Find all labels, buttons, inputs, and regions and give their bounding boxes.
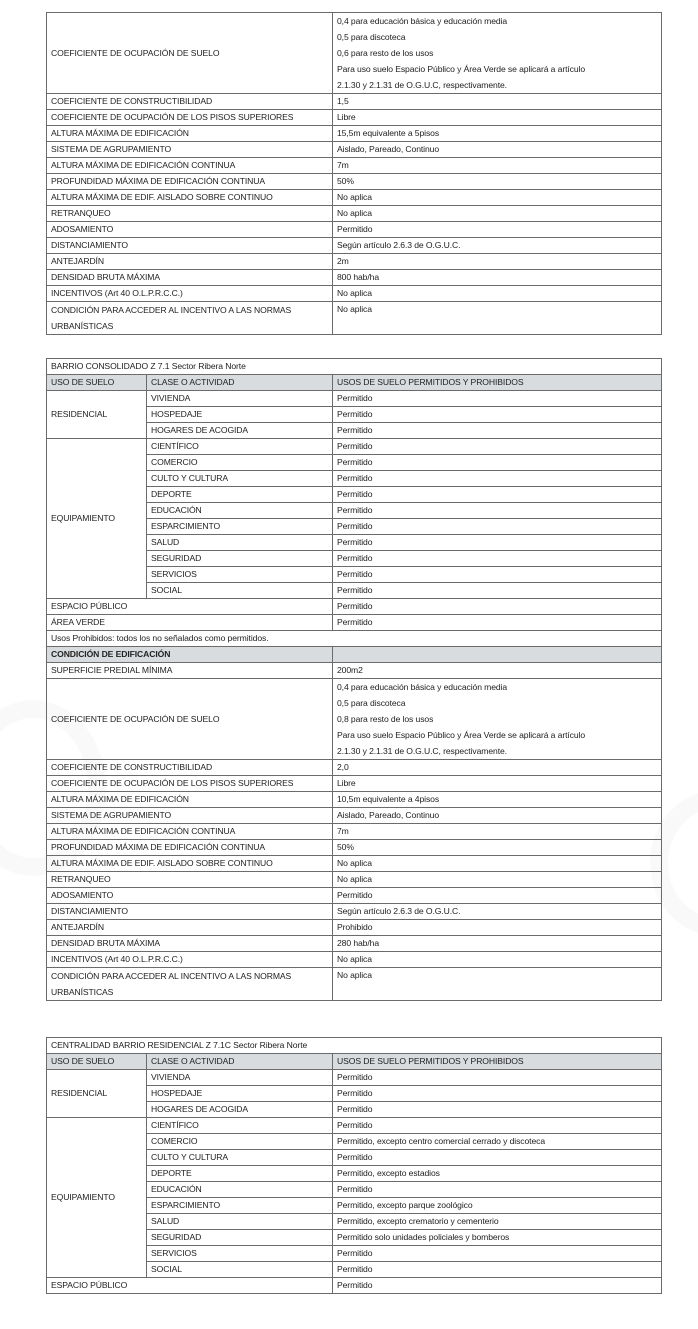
condition-value: 280 hab/ha	[333, 936, 662, 952]
section-header-condicion: CONDICIÓN DE EDIFICACIÓN	[47, 647, 333, 663]
table-row	[47, 206, 662, 222]
condition-value: No aplica	[333, 190, 662, 206]
table-conditions-continuation	[46, 12, 662, 335]
clase-cell: COMERCIO	[147, 1134, 333, 1150]
condition-value: 2m	[333, 254, 662, 270]
uso-espacio-publico: ESPACIO PÚBLICO	[47, 1278, 333, 1294]
uso-cell: Permitido, excepto parque zoológico	[333, 1198, 662, 1214]
condition-value: No aplica	[333, 968, 662, 1001]
condition-label: DISTANCIAMIENTO	[47, 904, 333, 920]
clase-cell: ESPARCIMIENTO	[147, 519, 333, 535]
clase-cell: SALUD	[147, 535, 333, 551]
column-header-clase: CLASE O ACTIVIDAD	[147, 375, 333, 391]
table-title-row	[47, 1038, 662, 1054]
condition-label: DISTANCIAMIENTO	[47, 238, 333, 254]
uso-cell: Permitido	[333, 1182, 662, 1198]
table-row	[47, 13, 662, 94]
table-row	[47, 888, 662, 904]
uso-cell: Permitido	[333, 423, 662, 439]
clase-cell: HOGARES DE ACOGIDA	[147, 1102, 333, 1118]
clase-cell: HOGARES DE ACOGIDA	[147, 423, 333, 439]
uso-cell: Permitido	[333, 1102, 662, 1118]
condition-label: DENSIDAD BRUTA MÁXIMA	[47, 270, 333, 286]
condition-label: RETRANQUEO	[47, 872, 333, 888]
uso-cell: Permitido	[333, 1278, 662, 1294]
clase-cell: HOSPEDAJE	[147, 407, 333, 423]
table-row	[47, 190, 662, 206]
clase-cell: SEGURIDAD	[147, 1230, 333, 1246]
condition-label: INCENTIVOS (Art 40 O.L.P.R.C.C.)	[47, 952, 333, 968]
clase-cell: SERVICIOS	[147, 1246, 333, 1262]
table-row	[47, 760, 662, 776]
clase-cell: SOCIAL	[147, 583, 333, 599]
clase-cell: VIVIENDA	[147, 1070, 333, 1086]
clase-cell: SEGURIDAD	[147, 551, 333, 567]
table-title: BARRIO CONSOLIDADO Z 7.1 Sector Ribera Norte	[47, 359, 662, 375]
condition-label: CONDICIÓN PARA ACCEDER AL INCENTIVO A LAS NORMAS URBANÍSTICAS	[47, 302, 333, 335]
condition-label: COEFICIENTE DE OCUPACIÓN DE LOS PISOS SUPERIORES	[47, 110, 333, 126]
uso-cell: Permitido, excepto crematorio y cementerio	[333, 1214, 662, 1230]
condition-value: Aislado, Pareado, Continuo	[333, 808, 662, 824]
uso-cell: Permitido	[333, 407, 662, 423]
condition-label: ALTURA MÁXIMA DE EDIFICACIÓN CONTINUA	[47, 158, 333, 174]
condition-label: PROFUNDIDAD MÁXIMA DE EDIFICACIÓN CONTINUA	[47, 174, 333, 190]
uso-cell: Permitido	[333, 519, 662, 535]
condition-value: 0,4 para educación básica y educación media 0,5 para discoteca 0,8 para resto de los usos Para uso suelo Espacio Público y Área Verde se aplicará a artículo 2.1.30 y 2.1.31 de O.G.U.C, respectivamente.	[333, 679, 662, 760]
table-row	[47, 936, 662, 952]
clase-cell: CULTO Y CULTURA	[147, 1150, 333, 1166]
condition-value: Prohibido	[333, 920, 662, 936]
clase-cell: ESPARCIMIENTO	[147, 1198, 333, 1214]
table-row	[47, 238, 662, 254]
table-row	[47, 158, 662, 174]
uso-cell: Permitido	[333, 615, 662, 631]
table-row	[47, 222, 662, 238]
table-header-row	[47, 1054, 662, 1070]
section-header-row	[47, 647, 662, 663]
section-header-blank	[333, 647, 662, 663]
uso-cell: Permitido, excepto centro comercial cerrado y discoteca	[333, 1134, 662, 1150]
clase-cell: EDUCACIÓN	[147, 503, 333, 519]
uso-group-equipamiento: EQUIPAMIENTO	[47, 1118, 147, 1278]
table-row	[47, 270, 662, 286]
column-header-uso: USO DE SUELO	[47, 1054, 147, 1070]
table-row	[47, 920, 662, 936]
uso-cell: Permitido	[333, 599, 662, 615]
condition-label: SISTEMA DE AGRUPAMIENTO	[47, 142, 333, 158]
table-row	[47, 792, 662, 808]
uso-group-equipamiento: EQUIPAMIENTO	[47, 439, 147, 599]
table-row	[47, 808, 662, 824]
table-row	[47, 615, 662, 631]
uso-cell: Permitido	[333, 535, 662, 551]
table-row	[47, 872, 662, 888]
table-row	[47, 904, 662, 920]
table-row	[47, 302, 662, 335]
uso-cell: Permitido	[333, 1086, 662, 1102]
condition-value: No aplica	[333, 302, 662, 335]
table-row	[47, 679, 662, 760]
clase-cell: CULTO Y CULTURA	[147, 471, 333, 487]
prohibidos-note: Usos Prohibidos: todos los no señalados como permitidos.	[47, 631, 662, 647]
table-row	[47, 856, 662, 872]
condition-label: COEFICIENTE DE OCUPACIÓN DE LOS PISOS SUPERIORES	[47, 776, 333, 792]
uso-cell: Permitido	[333, 1262, 662, 1278]
table-row	[47, 94, 662, 110]
table-row	[47, 142, 662, 158]
table-row	[47, 391, 662, 407]
table-row	[47, 286, 662, 302]
condition-label: ALTURA MÁXIMA DE EDIF. AISLADO SOBRE CONTINUO	[47, 856, 333, 872]
table-centralidad-barrio-residencial	[46, 1037, 662, 1294]
table-row	[47, 631, 662, 647]
condition-label: COEFICIENTE DE OCUPACIÓN DE SUELO	[47, 679, 333, 760]
condition-value: 7m	[333, 824, 662, 840]
condition-label: ANTEJARDÍN	[47, 920, 333, 936]
uso-cell: Permitido	[333, 551, 662, 567]
condition-value: 0,4 para educación básica y educación media 0,5 para discoteca 0,6 para resto de los usos Para uso suelo Espacio Público y Área Verde se aplicará a artículo 2.1.30 y 2.1.31 de O.G.U.C, respectivamente.	[333, 13, 662, 94]
condition-label: RETRANQUEO	[47, 206, 333, 222]
uso-cell: Permitido	[333, 487, 662, 503]
condition-value: Permitido	[333, 222, 662, 238]
condition-label: DENSIDAD BRUTA MÁXIMA	[47, 936, 333, 952]
condition-label: COEFICIENTE DE CONSTRUCTIBILIDAD	[47, 94, 333, 110]
table-row	[47, 968, 662, 1001]
uso-cell: Permitido	[333, 1150, 662, 1166]
condition-value: 1,5	[333, 94, 662, 110]
table-row	[47, 439, 662, 455]
condition-value: Permitido	[333, 888, 662, 904]
clase-cell: HOSPEDAJE	[147, 1086, 333, 1102]
condition-value: 800 hab/ha	[333, 270, 662, 286]
condition-label: ALTURA MÁXIMA DE EDIFICACIÓN CONTINUA	[47, 824, 333, 840]
condition-value: 200m2	[333, 663, 662, 679]
table-row	[47, 776, 662, 792]
uso-group-residencial: RESIDENCIAL	[47, 391, 147, 439]
clase-cell: SALUD	[147, 1214, 333, 1230]
table-title: CENTRALIDAD BARRIO RESIDENCIAL Z 7.1C Sector Ribera Norte	[47, 1038, 662, 1054]
condition-label: ALTURA MÁXIMA DE EDIFICACIÓN	[47, 792, 333, 808]
condition-label: ALTURA MÁXIMA DE EDIF. AISLADO SOBRE CONTINUO	[47, 190, 333, 206]
clase-cell: CIENTÍFICO	[147, 439, 333, 455]
column-header-uso: USO DE SUELO	[47, 375, 147, 391]
condition-value: Aislado, Pareado, Continuo	[333, 142, 662, 158]
clase-cell: DEPORTE	[147, 487, 333, 503]
condition-label: ANTEJARDÍN	[47, 254, 333, 270]
table-row	[47, 110, 662, 126]
condition-value: No aplica	[333, 286, 662, 302]
table-row	[47, 952, 662, 968]
condition-value: 15,5m equivalente a 5pisos	[333, 126, 662, 142]
condition-value: No aplica	[333, 206, 662, 222]
condition-value: 50%	[333, 174, 662, 190]
condition-value: Libre	[333, 110, 662, 126]
condition-value: 2,0	[333, 760, 662, 776]
uso-area-verde: ÁREA VERDE	[47, 615, 333, 631]
uso-cell: Permitido	[333, 1070, 662, 1086]
condition-value: Libre	[333, 776, 662, 792]
condition-label: INCENTIVOS (Art 40 O.L.P.R.C.C.)	[47, 286, 333, 302]
table-row	[47, 599, 662, 615]
condition-label: PROFUNDIDAD MÁXIMA DE EDIFICACIÓN CONTINUA	[47, 840, 333, 856]
table-row	[47, 254, 662, 270]
table-row	[47, 824, 662, 840]
condition-value: 10,5m equivalente a 4pisos	[333, 792, 662, 808]
clase-cell: VIVIENDA	[147, 391, 333, 407]
uso-cell: Permitido	[333, 583, 662, 599]
table-barrio-consolidado	[46, 358, 662, 1001]
condition-label: COEFICIENTE DE OCUPACIÓN DE SUELO	[47, 13, 333, 94]
table-row	[47, 1070, 662, 1086]
uso-cell: Permitido	[333, 503, 662, 519]
condition-label: CONDICIÓN PARA ACCEDER AL INCENTIVO A LAS NORMAS URBANÍSTICAS	[47, 968, 333, 1001]
uso-cell: Permitido	[333, 567, 662, 583]
uso-group-residencial: RESIDENCIAL	[47, 1070, 147, 1118]
uso-cell: Permitido	[333, 391, 662, 407]
condition-value: Según artículo 2.6.3 de O.G.U.C.	[333, 904, 662, 920]
condition-value: 50%	[333, 840, 662, 856]
table-header-row	[47, 375, 662, 391]
table-row	[47, 840, 662, 856]
uso-cell: Permitido	[333, 1246, 662, 1262]
condition-label: COEFICIENTE DE CONSTRUCTIBILIDAD	[47, 760, 333, 776]
condition-value: 7m	[333, 158, 662, 174]
clase-cell: SERVICIOS	[147, 567, 333, 583]
uso-cell: Permitido	[333, 471, 662, 487]
condition-value: Según artículo 2.6.3 de O.G.U.C.	[333, 238, 662, 254]
clase-cell: CIENTÍFICO	[147, 1118, 333, 1134]
condition-value: No aplica	[333, 872, 662, 888]
clase-cell: EDUCACIÓN	[147, 1182, 333, 1198]
table-row	[47, 126, 662, 142]
clase-cell: DEPORTE	[147, 1166, 333, 1182]
table-row	[47, 1278, 662, 1294]
condition-label: ADOSAMIENTO	[47, 888, 333, 904]
condition-value: No aplica	[333, 856, 662, 872]
table-row	[47, 1118, 662, 1134]
column-header-permitidos: USOS DE SUELO PERMITIDOS Y PROHIBIDOS	[333, 375, 662, 391]
clase-cell: COMERCIO	[147, 455, 333, 471]
condition-label: ALTURA MÁXIMA DE EDIFICACIÓN	[47, 126, 333, 142]
uso-cell: Permitido, excepto estadios	[333, 1166, 662, 1182]
uso-espacio-publico: ESPACIO PÚBLICO	[47, 599, 333, 615]
uso-cell: Permitido	[333, 455, 662, 471]
column-header-clase: CLASE O ACTIVIDAD	[147, 1054, 333, 1070]
table-row	[47, 663, 662, 679]
uso-cell: Permitido	[333, 439, 662, 455]
table-title-row	[47, 359, 662, 375]
condition-label: SUPERFICIE PREDIAL MÍNIMA	[47, 663, 333, 679]
uso-cell: Permitido	[333, 1118, 662, 1134]
condition-label: SISTEMA DE AGRUPAMIENTO	[47, 808, 333, 824]
clase-cell: SOCIAL	[147, 1262, 333, 1278]
condition-value: No aplica	[333, 952, 662, 968]
condition-label: ADOSAMIENTO	[47, 222, 333, 238]
column-header-permitidos: USOS DE SUELO PERMITIDOS Y PROHIBIDOS	[333, 1054, 662, 1070]
uso-cell: Permitido solo unidades policiales y bomberos	[333, 1230, 662, 1246]
table-row	[47, 174, 662, 190]
